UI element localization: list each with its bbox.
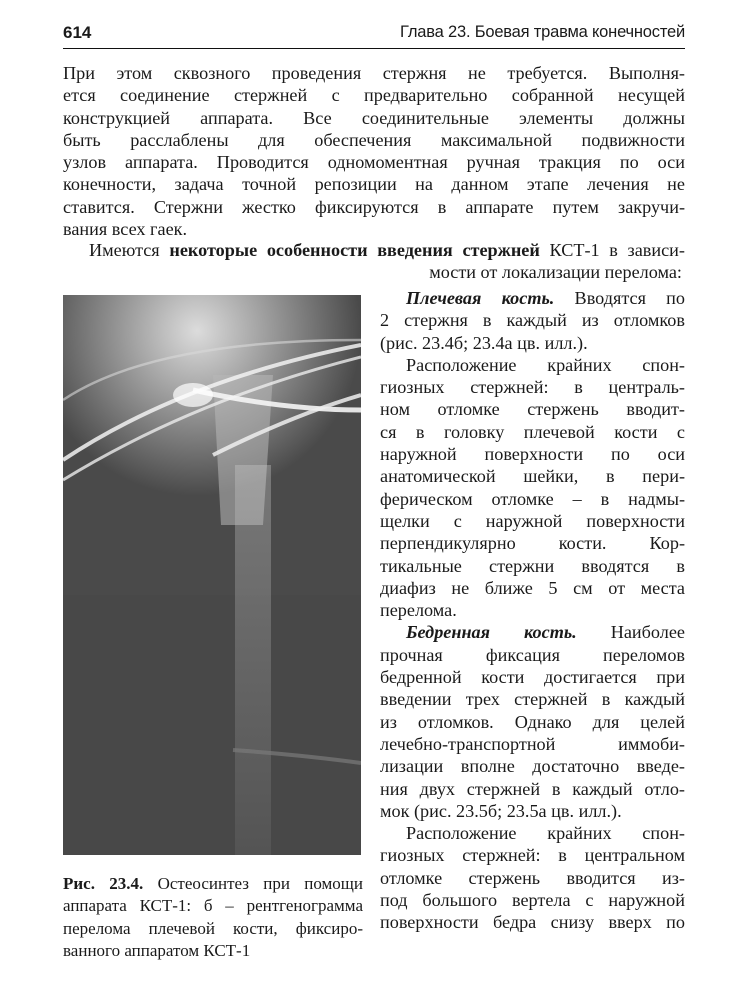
section-heading-femur: Бедренная кость.: [406, 622, 577, 643]
page-header: [63, 22, 685, 49]
text-line: тикальные стержни вводятся в: [380, 555, 685, 576]
text-line: Расположение крайних спон-: [406, 823, 685, 844]
text-line: (рис. 23.4б; 23.4а цв. илл.).: [380, 332, 588, 353]
page-number: 614: [63, 23, 92, 42]
text-line: мок (рис. 23.5б; 23.5а цв. илл.).: [380, 800, 622, 821]
text-line: отломке стержень вводится из-: [380, 867, 685, 888]
text-run: Наиболее: [576, 622, 685, 643]
text-line: введении трех стержней в каждый: [380, 689, 685, 710]
text-line: ся в головку плечевой кости с: [380, 421, 685, 442]
text-line: аппарата КСТ-1: б – рентгенограмма: [63, 896, 363, 916]
text-line: ферическом отломке – в надмы-: [380, 488, 685, 509]
figure-caption: [63, 873, 363, 962]
text-line: щелки с наружной поверхности: [380, 510, 685, 531]
text-line: При этом сквозного проведения стержня не требуется. Выполня-: [63, 63, 685, 83]
column-right: [380, 287, 685, 934]
running-title: Глава 23. Боевая травма конечностей: [400, 23, 685, 41]
text-line: прочная фиксация переломов: [380, 644, 685, 665]
text-line: узлов аппарата. Проводится одномоментная ручная тракция по оси: [63, 152, 685, 173]
text-line: ется соединение стержней с предварительно собранной несущей: [63, 85, 685, 106]
paragraph-intro: [63, 62, 685, 240]
text-line: диафиз не ближе 5 см от места: [380, 577, 685, 598]
xray-image: [63, 295, 361, 855]
text-line: из отломков. Однако для целей: [380, 711, 685, 732]
text-line: лечебно-транспортной иммоби-: [380, 733, 685, 754]
text-line: ванного аппаратом КСТ-1: [63, 940, 251, 960]
text-line: под большого вертела с наружной: [380, 890, 685, 911]
text-line: быть расслаблены для обеспечения максимальной подвижности: [63, 129, 685, 150]
text-run: Вводятся по: [554, 288, 686, 308]
text-line: анатомической шейки, в пери-: [380, 466, 685, 487]
xray-figure: [63, 295, 361, 855]
section-heading-shoulder: Плечевая кость.: [406, 288, 555, 308]
text-line: ставится. Стержни жестко фиксируются в аппарате путем закручи-: [63, 196, 685, 217]
text-line: ния двух стержней в каждый отло-: [380, 778, 685, 799]
text-line: Расположение крайних спон-: [406, 354, 685, 375]
bold-phrase: некоторые особенности введения стержней: [169, 240, 540, 260]
text-line: гиозных стержней: в централь-: [380, 377, 685, 398]
rod-crossing: [173, 383, 213, 407]
text-line: мости от локализации перелома:: [429, 262, 682, 283]
paragraph-features: [63, 239, 685, 284]
text-line: конечности, задача точной репозиции на данном этапе лечения не: [63, 174, 685, 195]
text-run: Имеются: [89, 240, 170, 260]
text-line: гиозных стержней: в центральном: [380, 845, 685, 866]
text-run: КСТ-1 в зависи-: [539, 240, 685, 260]
text-line: [380, 621, 685, 643]
text-line: [380, 287, 685, 309]
text-line: перпендикулярно кости. Кор-: [380, 533, 685, 554]
text-line: перелома плечевой кости, фиксиро-: [63, 918, 363, 938]
text-line: конструкцией аппарата. Все соединительные элементы должны: [63, 107, 685, 128]
text-line: ном отломке стержень вводит-: [380, 399, 685, 420]
text-line: [63, 239, 685, 261]
bone-shaft: [235, 465, 271, 855]
caption-label: Рис. 23.4.: [63, 874, 144, 893]
text-line: 2 стержня в каждый из отломков: [380, 310, 685, 331]
text-line: бедренной кости достигается при: [380, 667, 685, 688]
text-line: вания всех гаек.: [63, 219, 188, 240]
text-line: [63, 873, 363, 895]
text-line: поверхности бедра снизу вверх по: [380, 912, 685, 933]
text-line: перелома.: [380, 600, 457, 621]
text-run: Остеосинтез при помощи: [143, 874, 363, 893]
text-line: наружной поверхности по оси: [380, 444, 685, 465]
text-line: лизации вполне достаточно введе-: [380, 756, 685, 777]
